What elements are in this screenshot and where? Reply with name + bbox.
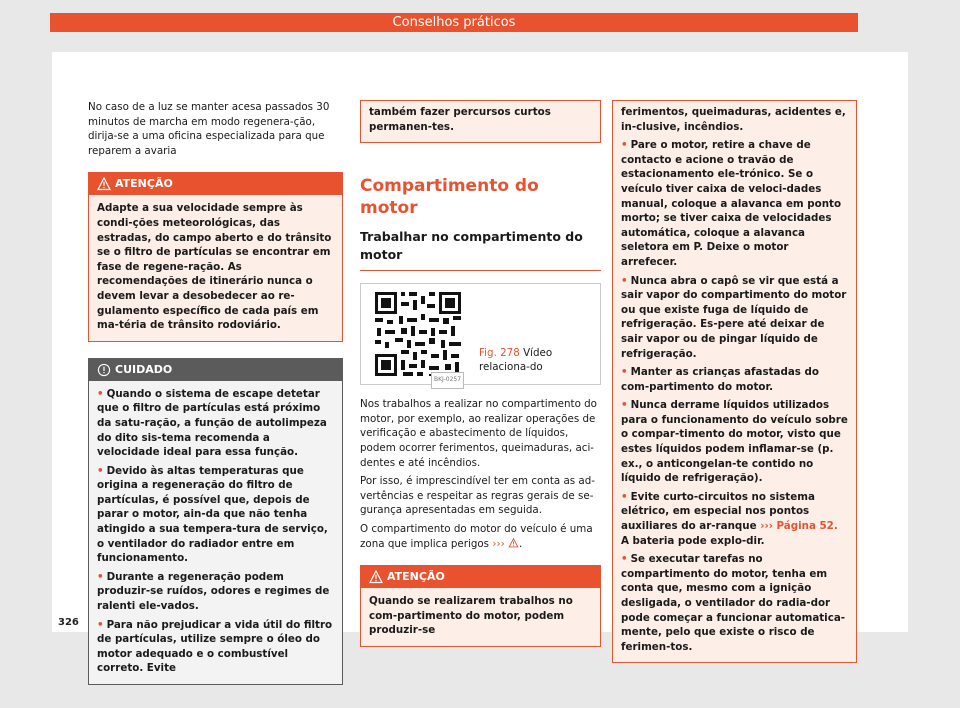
warning-text: Adapte a sua velocidade sempre às condi-ções meteorológicas, das estradas, do campo aberto e do trânsito se o filtro de partículas se encontrar em fase de regene-ração. As recomendações de itinerário nunca o devem levar a desobedecer ao re-gulamento específico de cada país em ma-téria de trânsito rodoviário. [97, 202, 332, 332]
column-2 [360, 100, 601, 647]
warning-box-continued-2 [612, 100, 857, 663]
caution-bullet: • Quando o sistema de escape detetar que o filtro de partículas está próximo da satu-ração, a função de autolimpeza do dito sis-tema recomenda a velocidade ideal para essa função. [97, 387, 327, 459]
warning-triangle-icon [508, 538, 519, 548]
warning-bullet: • Nunca derrame líquidos utilizados para o funcionamento do veículo sobre o compar-timento do motor, visto que estes líquidos podem inflamar-se (p. ex., o anticongelan-te contido no líquido de refrigeração). [621, 399, 848, 485]
caution-box-cuidado [88, 358, 343, 685]
paragraph-2: Por isso, é imprescindível ter em conta as ad-vertências e respeitar as regras gerais de se-gurança apresentadas em seguida. [360, 475, 595, 517]
warning-bullet: • Se executar tarefas no compartimento do motor, tenha em conta que, mesmo com a ignição desligada, o ventilador do radia-dor pode começar a funcionar automatica-mente, pelo que existe o risco de ferimen-tos. [621, 553, 846, 653]
column-1 [88, 100, 343, 685]
paragraph-3: O compartimento do motor do veículo é uma zona que implica perigos ››› . [360, 522, 593, 550]
warning-bullet: • Nunca abra o capô se vir que está a sair vapor do compartimento do motor ou que existe fuga de líquido de refrigeração. Es-pere até deixar de sair vapor ou de pingar líquido de refrigeração. [621, 274, 847, 360]
figure-code: BKJ-0257 [431, 372, 464, 389]
caution-box-header [89, 359, 342, 381]
figure-caption-text: Vídeo relaciona-do [479, 347, 553, 374]
intro-paragraph: No caso de a luz se manter acesa passados 30 minutos de marcha em modo regenera-ção, dirija-se a uma oficina especializada para que reparem a avaria [88, 101, 330, 157]
warning-label: ATENÇÃO [115, 177, 173, 191]
column-3 [612, 100, 857, 663]
warning-triangle-icon [97, 177, 111, 191]
info-circle-icon [97, 363, 111, 377]
warning-continued-text: também fazer percursos curtos permanen-tes. [369, 106, 551, 133]
warning-bullet: • Evite curto-circuitos no sistema elétrico, em especial nos pontos auxiliares do ar-ranque ››› Página 52. A bateria pode explo-dir. [621, 490, 838, 547]
warning-continued-body [613, 101, 856, 662]
warning-lead-text: ferimentos, queimaduras, acidentes e, in-clusive, incêndios. [621, 106, 846, 133]
section-title: Compartimento do motor [360, 176, 539, 219]
subsection-title: Trabalhar no compartimento do motor [360, 229, 583, 263]
warning-box-header [361, 566, 600, 588]
page-number: 326 [58, 617, 79, 628]
cross-ref-arrows[interactable]: ››› [492, 537, 505, 550]
qr-code-icon [371, 288, 465, 380]
section-rule [360, 270, 601, 271]
caution-label: CUIDADO [115, 362, 173, 376]
warning-triangle-icon [369, 570, 383, 584]
caution-body [89, 381, 342, 684]
paragraph-1: Nos trabalhos a realizar no compartimento do motor, por exemplo, ao realizar operações de verificação e abastecimento de líquidos, podem ocorrer ferimentos, queimaduras, aci-dentes e até incêndios. [360, 398, 597, 469]
warning-text: Quando se realizarem trabalhos no com-partimento do motor, podem produzir-se [369, 595, 573, 637]
warning-bullet: • Pare o motor, retire a chave de contacto e acione o travão de estacionamento ele-trónico. Se o veículo tiver caixa de veloci-dades manual, coloque a alavanca em ponto morto; se tiver caixa de velocidades automática, coloque a alavanca seletora em P. Deixe o motor arrefecer. [621, 139, 842, 268]
caution-bullet: • Devido às altas temperaturas que origina a regeneração do filtro de partículas, é possível que, depois de parar o motor, ain-da que não tenha atingido a sua tempera-tura de serviço, o ventilador do radiador entre em funcionamento. [97, 464, 328, 565]
warning-label: ATENÇÃO [387, 570, 445, 584]
figure-number: Fig. 278 [479, 347, 520, 360]
page-header: Conselhos práticos [50, 13, 858, 32]
figure-278 [360, 283, 601, 385]
caution-bullet: • Durante a regeneração podem produzir-se ruídos, odores e regimes de ralenti ele-vados. [97, 570, 330, 613]
page-52-link[interactable]: ››› Página 52. [760, 520, 838, 533]
caution-bullet: • Para não prejudicar a vida útil do filtro de partículas, utilize sempre o óleo do motor adequado e o combustível correto. Evite [97, 618, 333, 675]
warning-box-continued [360, 100, 601, 143]
warning-box-atencao [88, 172, 343, 341]
figure-caption [479, 346, 599, 374]
warning-bullet: • Manter as crianças afastadas do com-partimento do motor. [621, 366, 819, 393]
warning-box-atencao-2 [360, 565, 601, 647]
warning-box-header [89, 173, 342, 195]
